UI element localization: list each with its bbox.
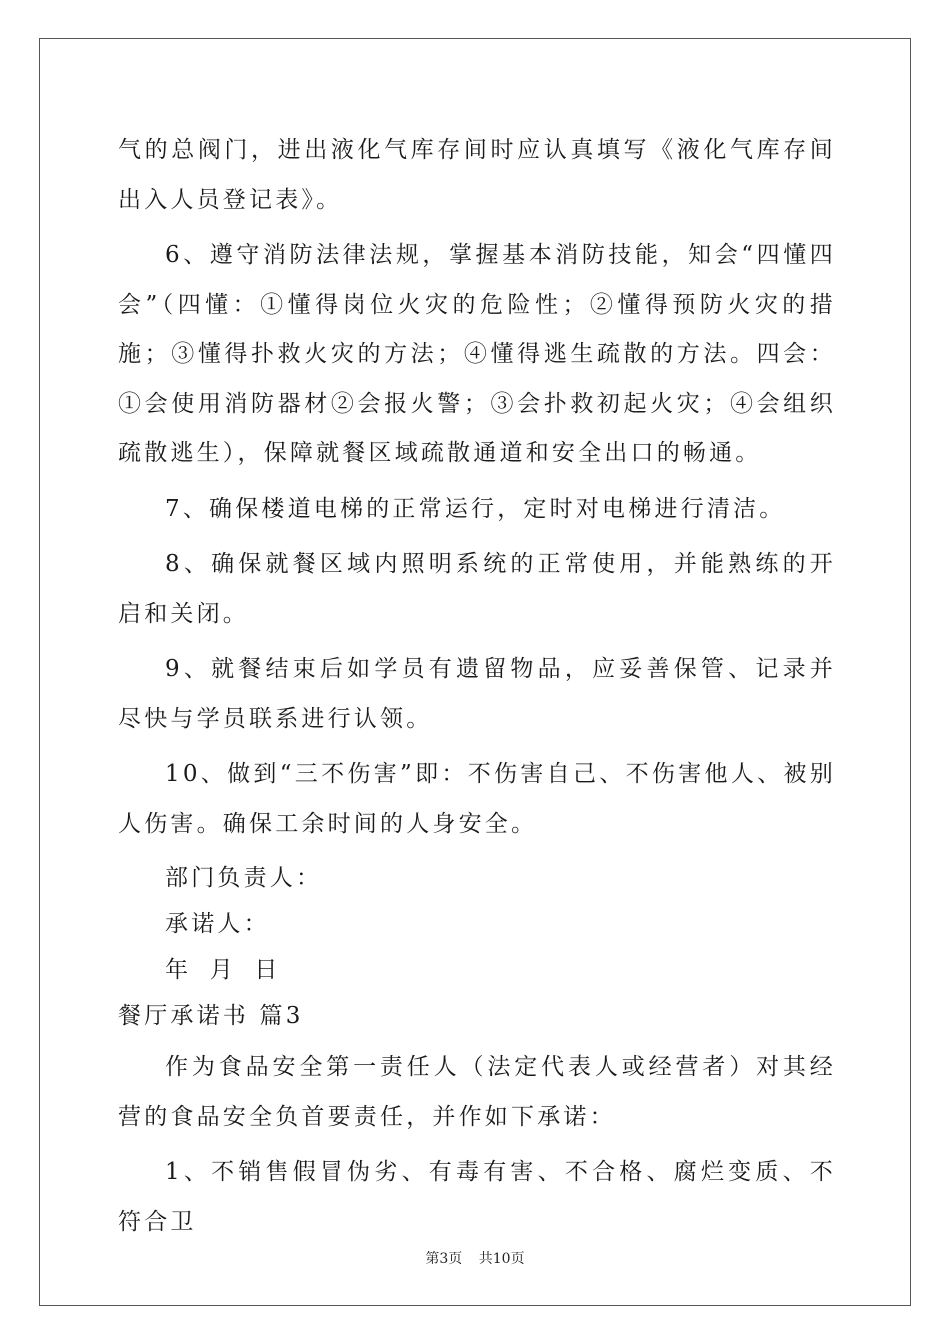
document-body bbox=[118, 126, 836, 1253]
signature-date: 年 月 日 bbox=[165, 957, 281, 983]
section-title: 餐厅承诺书 篇3 bbox=[118, 1003, 304, 1029]
page-footer bbox=[0, 1248, 950, 1268]
signature-department-head: 部门负责人： bbox=[165, 865, 323, 891]
paragraph-item-8: 8、确保就餐区域内照明系统的正常使用，并能熟练的开启和关闭。 bbox=[118, 551, 836, 627]
paragraph-item-10: 10、做到“三不伤害”即：不伤害自己、不伤害他人、被别人伤害。确保工余时间的人身安全。 bbox=[118, 761, 836, 837]
paragraph-continuation: 气的总阀门，进出液化气库存间时应认真填写《液化气库存间出入人员登记表》。 bbox=[118, 137, 836, 213]
paragraph-item-6: 6、遵守消防法律法规，掌握基本消防技能，知会“四懂四会”（四懂：①懂得岗位火灾的危险性；②懂得预防火灾的措施；③懂得扑救火灾的方法；④懂得逃生疏散的方法。四会：①会使用消防器材②会报火警；③会扑救初起火灾；④会组织疏散逃生），保障就餐区域疏散通道和安全出口的畅通。 bbox=[118, 242, 836, 466]
section-intro-paragraph: 作为食品安全第一责任人（法定代表人或经营者）对其经营的食品安全负首要责任，并作如下承诺： bbox=[118, 1054, 836, 1130]
page-number: 第3页 bbox=[425, 1251, 463, 1267]
signature-promiser: 承诺人： bbox=[165, 911, 270, 937]
page-total: 共10页 bbox=[478, 1251, 525, 1267]
paragraph-item-9: 9、就餐结束后如学员有遗留物品，应妥善保管、记录并尽快与学员联系进行认领。 bbox=[118, 656, 836, 732]
section-item-1: 1、不销售假冒伪劣、有毒有害、不合格、腐烂变质、不符合卫 bbox=[118, 1159, 836, 1235]
paragraph-item-7: 7、确保楼道电梯的正常运行，定时对电梯进行清洁。 bbox=[165, 495, 786, 522]
